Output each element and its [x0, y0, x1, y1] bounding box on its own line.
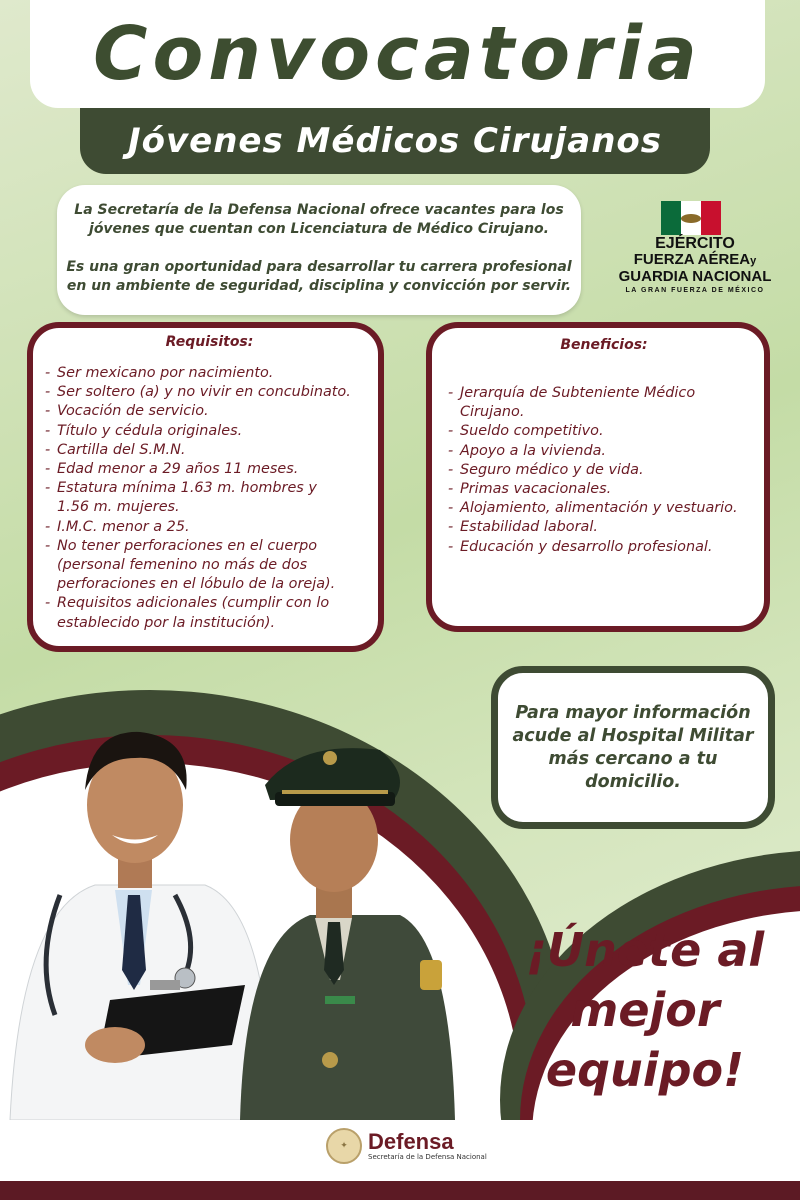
subtitle-banner: [80, 108, 710, 174]
requirement-item-text: Ser mexicano por nacimiento.: [57, 365, 274, 381]
requirement-item-text: Ser soltero (a) y no vivir en concubinato.: [57, 384, 351, 401]
benefit-item: - Sueldo competitivo.: [448, 423, 604, 440]
benefit-item: - Primas vacacionales.: [448, 481, 612, 498]
flag-stripe-red: [701, 201, 721, 235]
logo-line-guardia: GUARDIA NACIONAL: [618, 268, 772, 285]
national-seal-icon: ✦: [326, 1128, 362, 1164]
benefit-item-text: Sueldo competitivo.: [460, 423, 604, 440]
requirements-card: [27, 322, 384, 652]
logo-tagline: LA GRAN FUERZA DE MÉXICO: [625, 287, 765, 294]
requirement-item-text: Vocación de servicio.: [57, 403, 209, 420]
requirement-item-text: Requisitos adicionales (cumplir con lo: [57, 595, 330, 612]
requirement-item: - Edad menor a 29 años 11 meses.: [45, 461, 299, 478]
defensa-logo: [326, 1128, 487, 1164]
footer-bar: [0, 1181, 800, 1200]
footer-brand-sub: Secretaría de la Defensa Nacional: [368, 1152, 487, 1161]
call-to-action: [500, 920, 790, 1100]
requirement-item: - Vocación de servicio.: [45, 403, 209, 420]
flag-stripe-green: [661, 201, 681, 235]
requirement-item: - No tener perforaciones en el cuerpo: [45, 537, 318, 554]
requirement-item: - Cartilla del S.M.N.: [45, 441, 186, 458]
info-box: [491, 666, 775, 829]
requirement-item-text: No tener perforaciones en el cuerpo: [57, 537, 318, 554]
flag-emblem-icon: [681, 214, 701, 223]
requirement-item: - Requisitos adicionales (cumplir con lo: [45, 595, 330, 612]
benefit-item-text: Estabilidad laboral.: [460, 519, 598, 536]
benefits-card: [426, 322, 770, 632]
benefits-title: Beneficios:: [560, 337, 648, 353]
requirement-item: - I.M.C. menor a 25.: [45, 518, 190, 535]
benefit-item-text: Seguro médico y de vida.: [460, 461, 644, 478]
info-text: Para mayor información acude al Hospital Militar más cercano a tu domicilio.: [512, 702, 754, 792]
benefit-item: - Alojamiento, alimentación y vestuario.: [448, 500, 738, 517]
institution-logo: [610, 236, 780, 297]
requirement-item: [41, 575, 378, 594]
cta-line-3: equipo!: [545, 1043, 745, 1097]
title-banner: [30, 0, 765, 108]
intro-paragraph-2: Es una gran oportunidad para desarrollar tu carrera profesional en un ambiente de seguridad, disciplina y convicción por servir.: [66, 259, 572, 294]
requirement-item-text: Título y cédula originales.: [57, 422, 243, 439]
intro-box: [57, 185, 581, 315]
footer-brand: Defensa: [368, 1128, 454, 1154]
benefit-item-text: Jerarquía de Subteniente Médico: [460, 385, 696, 401]
logo-line-fuerza-aerea: FUERZA AÉREAy: [633, 251, 757, 268]
requirement-item: [41, 614, 378, 633]
requirement-item-text: 1.56 m. mujeres.: [57, 499, 180, 516]
benefit-item-text: Cirujano.: [460, 404, 525, 421]
requirement-item-text: perforaciones en el lóbulo de la oreja).: [57, 576, 336, 593]
benefit-item: - Seguro médico y de vida.: [448, 461, 644, 478]
requirement-item-text: Edad menor a 29 años 11 meses.: [57, 461, 299, 478]
benefit-item-text: Educación y desarrollo profesional.: [460, 538, 713, 555]
requirement-item-text: I.M.C. menor a 25.: [57, 518, 190, 535]
requirement-item: [41, 498, 378, 517]
flag-stripe-white: [681, 201, 701, 235]
requirement-item: - Estatura mínima 1.63 m. hombres y: [45, 480, 317, 497]
benefit-item: - Estabilidad laboral.: [448, 519, 598, 536]
mexico-flag-icon: [661, 201, 721, 235]
benefit-item: - Educación y desarrollo profesional.: [448, 538, 713, 555]
requirement-item: - Título y cédula originales.: [45, 422, 243, 439]
logo-line-ejercito: EJÉRCITO: [655, 235, 735, 252]
benefit-item-text: Alojamiento, alimentación y vestuario.: [460, 500, 738, 517]
requirement-item-text: Cartilla del S.M.N.: [57, 441, 186, 458]
benefit-item: - Apoyo a la vivienda.: [448, 442, 606, 459]
page-title: Convocatoria: [93, 11, 702, 97]
requirements-list: [41, 364, 378, 633]
intro-paragraph-1: La Secretaría de la Defensa Nacional ofrece vacantes para los jóvenes que cuentan con Licenciatura de Médico Cirujano.: [74, 202, 564, 237]
requirement-item: - Ser mexicano por nacimiento.: [45, 365, 274, 381]
requirement-item-text: establecido por la institución).: [57, 614, 276, 631]
cta-line-2: mejor: [570, 983, 720, 1037]
page-subtitle: Jóvenes Médicos Cirujanos: [127, 121, 663, 161]
benefit-item-text: Apoyo a la vivienda.: [460, 442, 606, 459]
requirement-item: [41, 556, 378, 575]
requirement-item-text: (personal femenino no más de dos: [57, 557, 308, 574]
requirements-title: Requisitos:: [165, 334, 254, 350]
benefits-list: [444, 384, 764, 557]
requirement-item: - Ser soltero (a) y no vivir en concubinato.: [45, 384, 351, 401]
benefit-item-text: Primas vacacionales.: [460, 481, 612, 498]
cta-line-1: ¡Únete al: [525, 923, 765, 977]
benefit-item: [444, 403, 764, 422]
requirement-item-text: Estatura mínima 1.63 m. hombres y: [57, 480, 317, 497]
benefit-item: - Jerarquía de Subteniente Médico: [448, 385, 696, 401]
